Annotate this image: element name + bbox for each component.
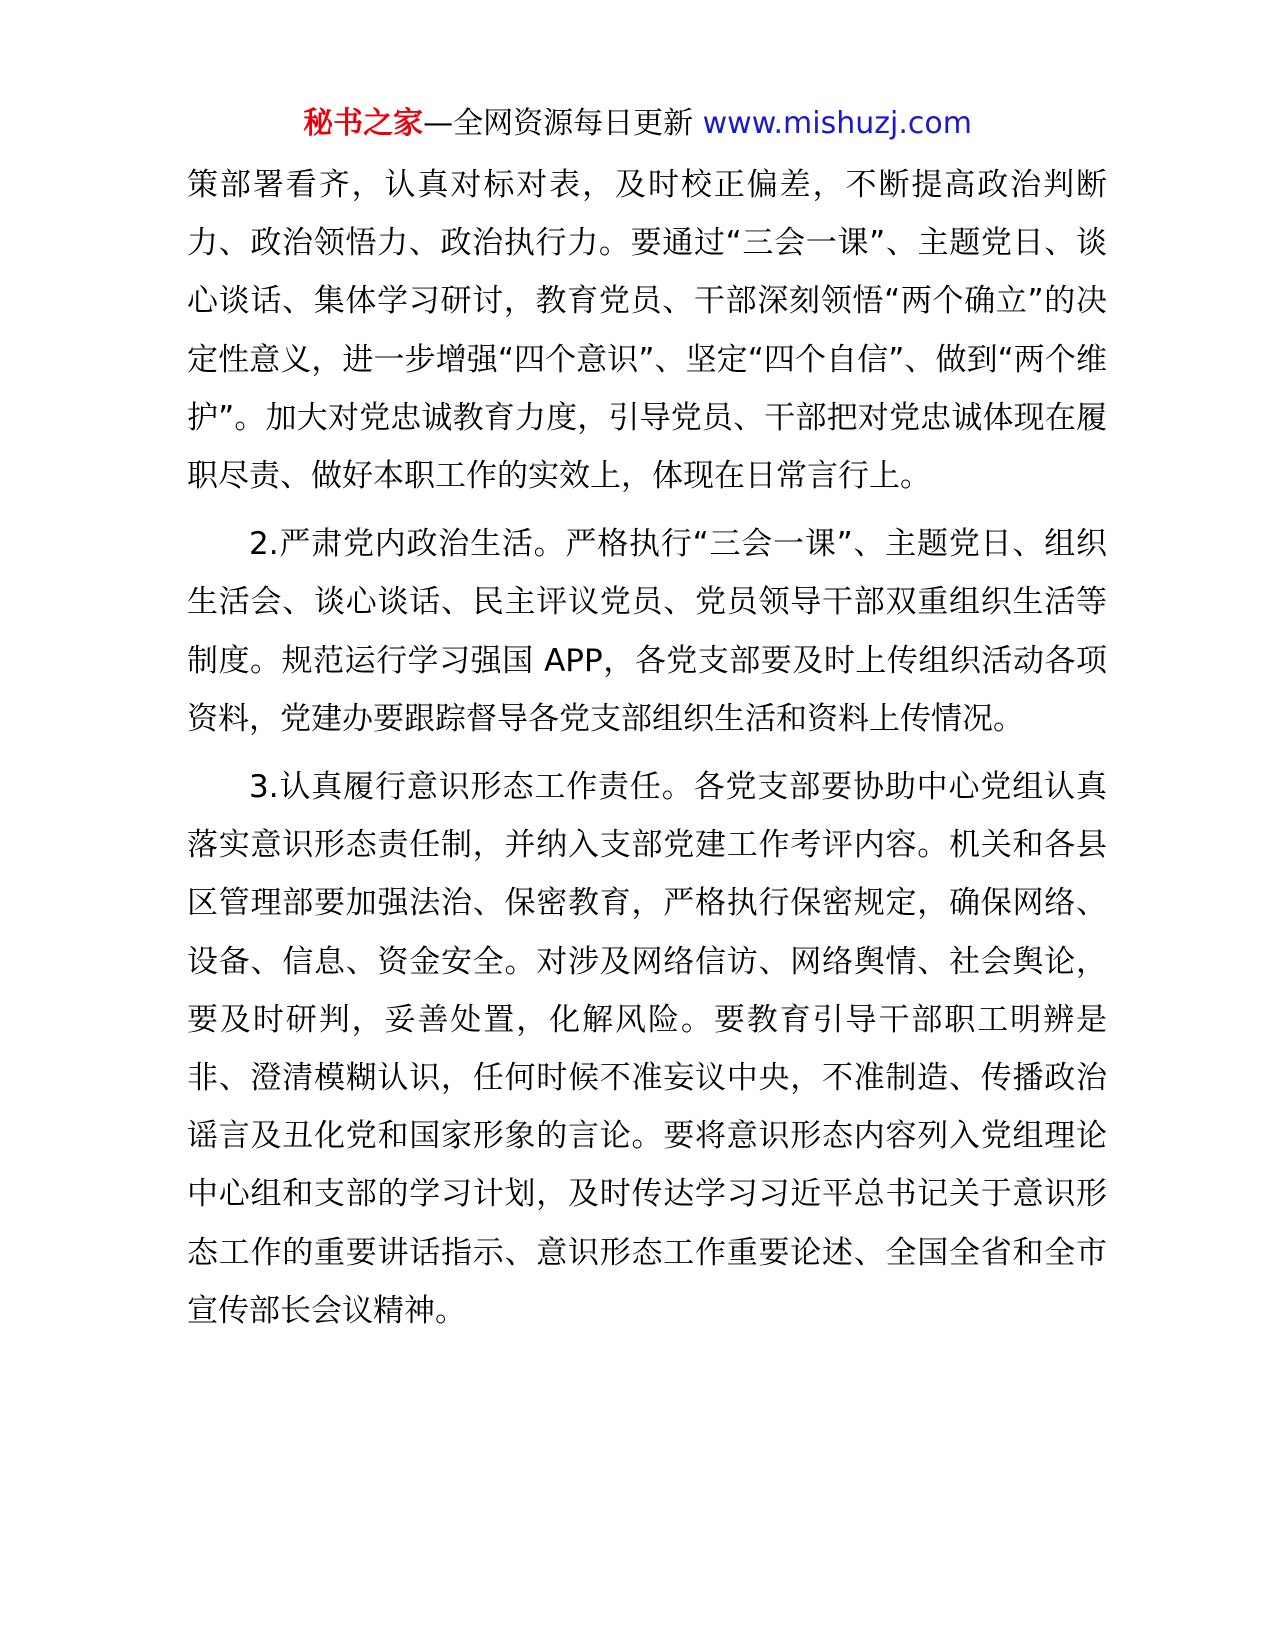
page-header <box>0 100 1275 148</box>
header-tagline: —全网资源每日更新 <box>423 106 703 141</box>
paragraph-item-3: 3.认真履行意识形态工作责任。各党支部要协助中心党组认真落实意识形态责任制，并纳入支部党建工作考评内容。机关和各县区管理部要加强法治、保密教育，严格执行保密规定，确保网络、设备、信息、资金安全。对涉及网络信访、网络舆情、社会舆论，要及时研判，妥善处置，化解风险。要教育引导干部职工明辨是非、澄清模糊认识，任何时候不准妄议中央，不准制造、传播政治谣言及丑化党和国家形象的言论。要将意识形态内容列入党组理论中心组和支部的学习计划，及时传达学习习近平总书记关于意识形态工作的重要讲话指示、意识形态工作重要论述、全国全省和全市宣传部长会议精神。 <box>187 769 1107 1329</box>
document-body <box>187 156 1107 1350</box>
brand-name: 秘书之家 <box>303 106 424 141</box>
paragraph-item-2: 2.严肃党内政治生活。严格执行“三会一课”、主题党日、组织生活会、谈心谈话、民主评议党员、党员领导干部双重组织生活等制度。规范运行学习强国 APP，各党支部要及时上传组织活动各项资料，党建办要跟踪督导各党支部组织生活和资料上传情况。 <box>187 526 1107 737</box>
paragraph-continuation: 策部署看齐，认真对标对表，及时校正偏差，不断提高政治判断力、政治领悟力、政治执行力。要通过“三会一课”、主题党日、谈心谈话、集体学习研讨，教育党员、干部深刻领悟“两个确立”的决定性意义，进一步增强“四个意识”、坚定“四个自信”、做到“两个维护”。加大对党忠诚教育力度，引导党员、干部把对党忠诚体现在履职尽责、做好本职工作的实效上，体现在日常言行上。 <box>187 167 1107 495</box>
website-link[interactable]: www.mishuzj.com <box>702 106 972 141</box>
